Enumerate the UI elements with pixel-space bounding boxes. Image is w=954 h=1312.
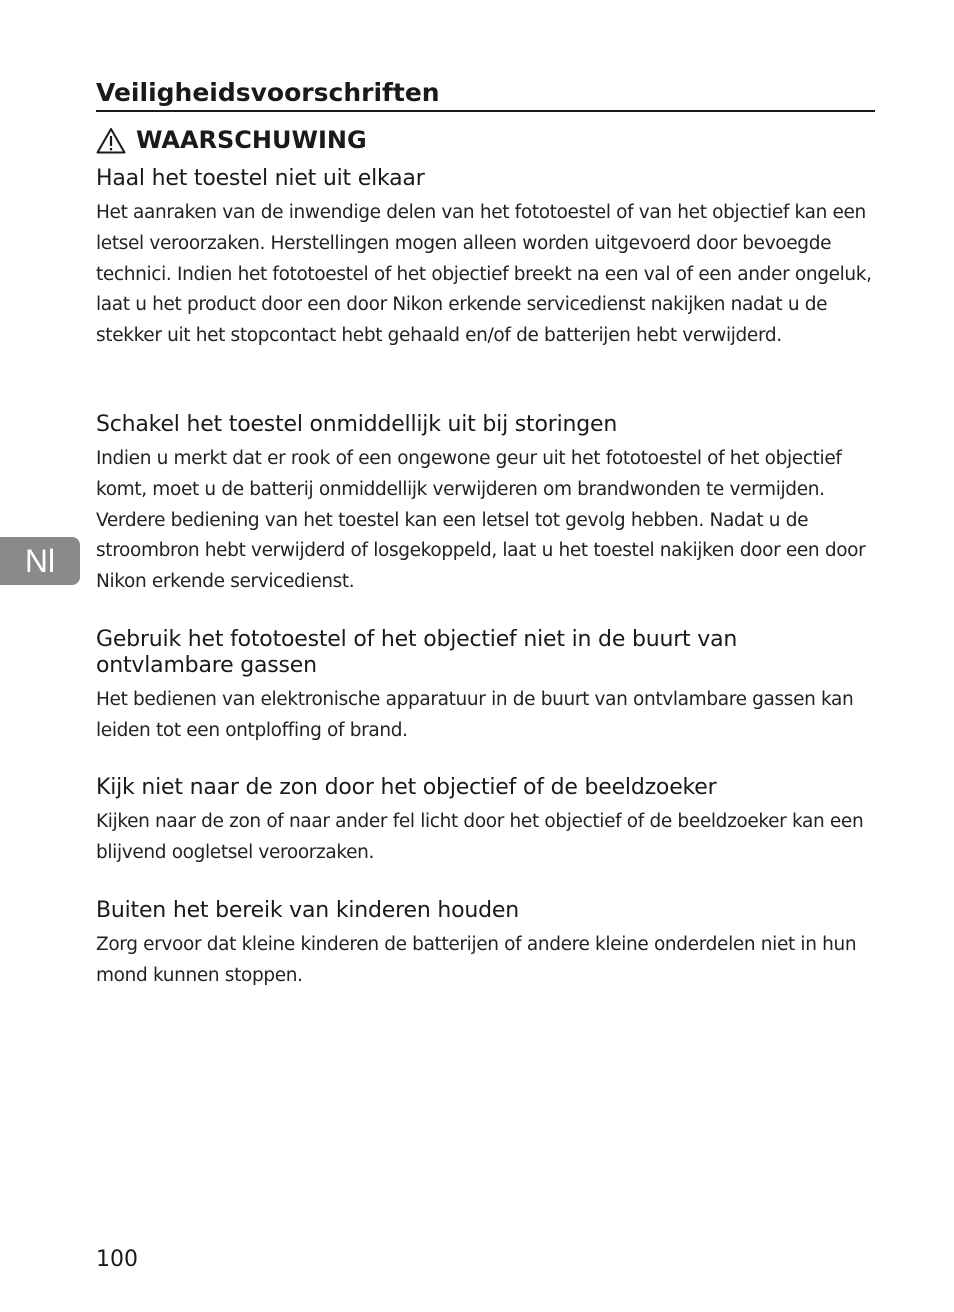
- page-title: Veiligheidsvoorschriften: [96, 76, 875, 112]
- warning-triangle-icon: [96, 127, 126, 154]
- warning-label: WAARSCHUWING: [136, 126, 367, 154]
- section-children: [96, 898, 875, 992]
- language-tab: Nl: [0, 537, 80, 585]
- section-malfunction: [96, 412, 875, 598]
- section-heading: Buiten het bereik van kinderen houden: [96, 898, 519, 923]
- section-sun: [96, 775, 875, 869]
- section-body: Zorg ervoor dat kleine kinderen de batterijen of andere kleine onderdelen niet in hun mond kunnen stoppen.: [96, 934, 857, 986]
- page-number: 100: [96, 1247, 138, 1272]
- section-disassembly: [96, 166, 875, 352]
- section-heading: Schakel het toestel onmiddellijk uit bij storingen: [96, 412, 618, 437]
- section-heading: Haal het toestel niet uit elkaar: [96, 166, 425, 191]
- section-heading: Gebruik het fototoestel of het objectief niet in de buurt van ontvlambare gassen: [96, 627, 738, 678]
- warning-heading: [96, 124, 367, 156]
- section-body: Indien u merkt dat er rook of een ongewone geur uit het fototoestel of het objectief komt, moet u de batterij onmiddellijk verwijderen om brandwonden te vermijden. Verdere bediening van het toestel kan een letsel tot gevolg hebben. Nadat u de stroombron hebt verwijderd of losgekoppeld, laat u het toestel nakijken door een door Nikon erkende servicedienst.: [96, 448, 866, 593]
- section-body: Kijken naar de zon of naar ander fel licht door het objectief of de beeldzoeker kan een blijvend oogletsel veroorzaken.: [96, 811, 864, 863]
- section-body: Het bedienen van elektronische apparatuur in de buurt van ontvlambare gassen kan leiden tot een ontploffing of brand.: [96, 689, 854, 741]
- section-flammable-gases: [96, 627, 875, 747]
- section-body: Het aanraken van de inwendige delen van het fototoestel of van het objectief kan een letsel veroorzaken. Herstellingen mogen alleen worden uitgevoerd door bevoegde technici. Indien het fototoestel of het objectief breekt na een val of een ander ongeluk, laat u het product door een door Nikon erkende servicedienst nakijken nadat u de stekker uit het stopcontact hebt gehaald en/of de batterijen hebt verwijderd.: [96, 202, 872, 347]
- section-heading: Kijk niet naar de zon door het objectief of de beeldzoeker: [96, 775, 717, 800]
